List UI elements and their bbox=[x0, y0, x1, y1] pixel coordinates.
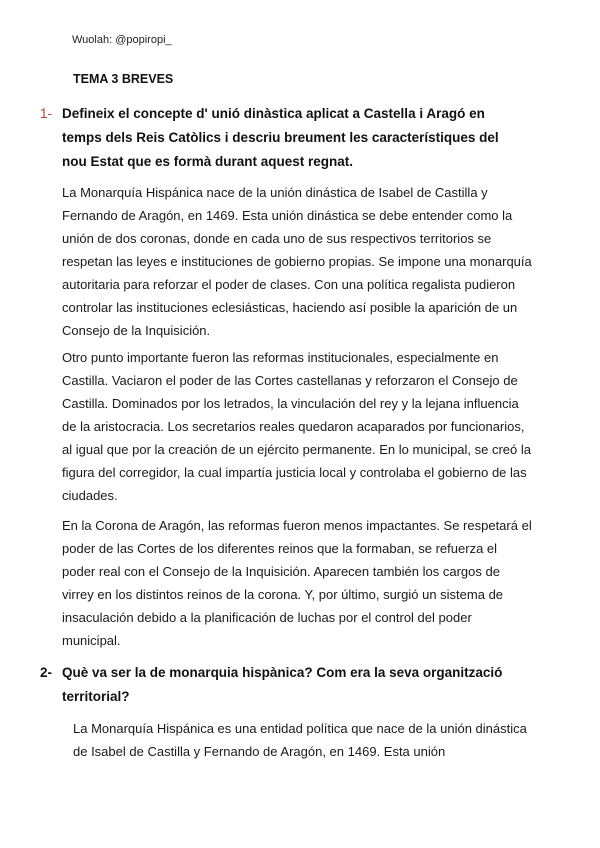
header-username: Wuolah: @popiropi_ bbox=[72, 34, 172, 46]
question-2 bbox=[40, 661, 520, 709]
paragraph: La Monarquía Hispánica es una entidad política que nace de la unión dinástica de Isabel de Castilla y Fernando de Aragón, en 1469. Esta unión bbox=[73, 721, 527, 759]
question-1 bbox=[40, 102, 520, 174]
paragraph: En la Corona de Aragón, las reformas fueron menos impactantes. Se respetará el poder de las Cortes de los diferentes reinos que la formaban, se refuerza el poder real con el Consejo de la Inquisición. Aparecen también los cargos de virrey en los distintos reinos de la corona. Y, por último, surgió un sistema de insaculación debido a la planificación de luchas por el control del poder municipal. bbox=[62, 518, 532, 648]
question-number: 1- bbox=[40, 106, 53, 121]
question-text: Defineix el concepte d' unió dinàstica aplicat a Castella i Aragó en temps dels Reis Catòlics i descriu breument les característiques del nou Estat que es formà durant aquest regnat. bbox=[62, 106, 499, 169]
paragraph: Otro punto importante fueron las reformas institucionales, especialmente en Castilla. Vaciaron el poder de las Cortes castellanas y reforzaron el Consejo de Castilla. Dominados por los letrados, la vinculación del rey y la lejana influencia de la aristocracia. Los secretarios reales quedaron acaparados por funcionarios, al igual que por la creación de un ejército permanente. En lo municipal, se creó la figura del corregidor, la cual impartía justicia local y controlaba el gobierno de las ciudades. bbox=[62, 350, 531, 503]
document-title: TEMA 3 BREVES bbox=[73, 72, 174, 86]
question-text: Què va ser la de monarquia hispànica? Com era la seva organització territorial? bbox=[62, 665, 503, 704]
paragraph: La Monarquía Hispánica nace de la unión dinástica de Isabel de Castilla y Fernando de Aragón, en 1469. Esta unión dinástica se debe entender como la unión de dos coronas, donde en cada uno de sus respectivos territorios se respetan las leyes e instituciones de gobierno propias. Se impone una monarquía autoritaria para reforzar el poder de clases. Con una política regalista pudieron controlar las instituciones eclesiásticas, haciendo así posible la aparición de un Consejo de la Inquisición. bbox=[62, 185, 532, 338]
question-number: 2- bbox=[40, 665, 53, 680]
